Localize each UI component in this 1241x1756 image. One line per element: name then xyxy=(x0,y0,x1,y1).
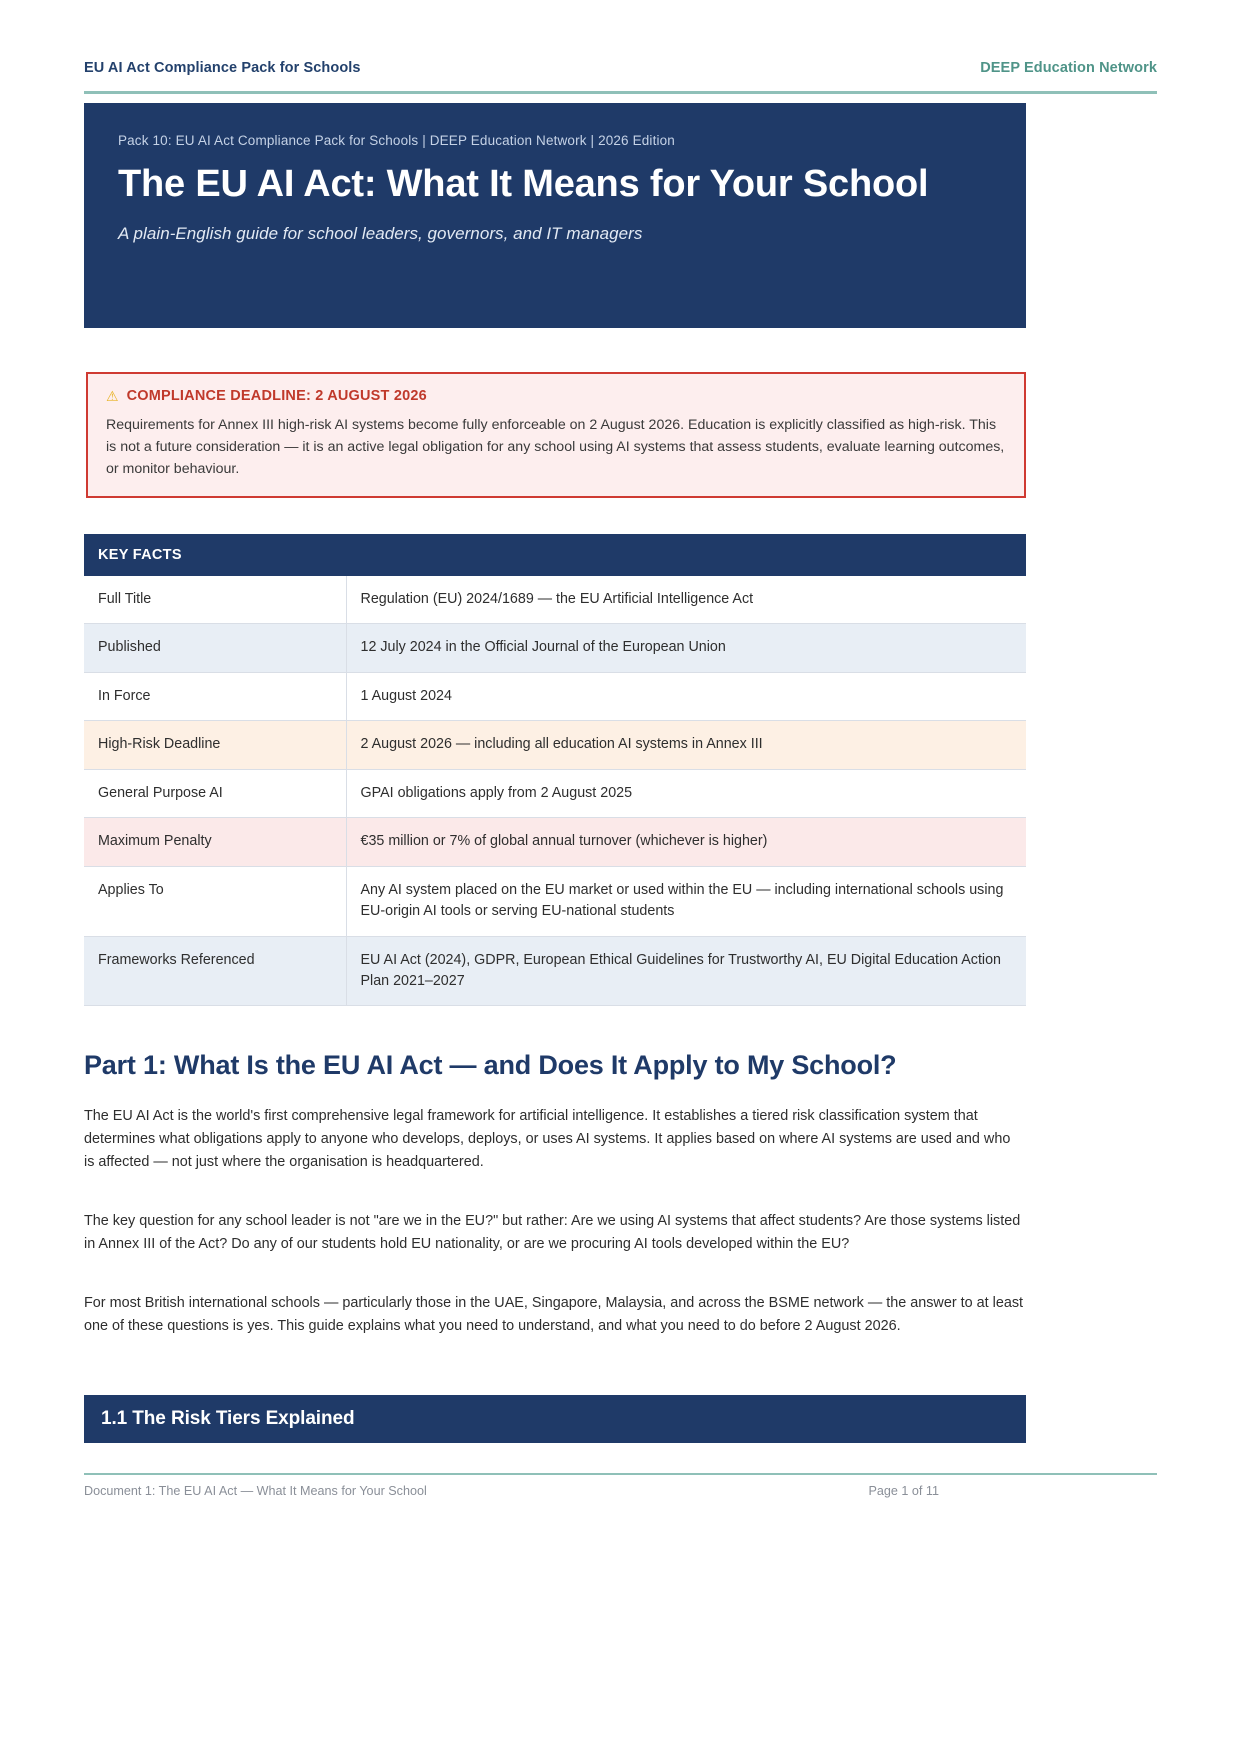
row-value: 2 August 2026 — including all education AI systems in Annex III xyxy=(346,721,1026,769)
table-row xyxy=(84,769,1026,817)
row-value: 12 July 2024 in the Official Journal of the European Union xyxy=(346,624,1026,672)
row-label: General Purpose AI xyxy=(84,769,346,817)
table-row xyxy=(84,936,1026,1006)
footer-divider xyxy=(84,1473,1157,1475)
table-row xyxy=(84,672,1026,720)
alert-body-text: Requirements for Annex III high-risk AI systems become fully enforceable on 2 August 2026. Education is explicitly classified as high-risk. This is not a future consideration — it is an active legal obligation for any school using AI systems that assess students, evaluate learning outcomes, or monitor behaviour. xyxy=(106,417,1005,477)
alert-title: COMPLIANCE DEADLINE: 2 AUGUST 2026 xyxy=(126,388,427,404)
row-value: EU AI Act (2024), GDPR, European Ethical Guidelines for Trustworthy AI, EU Digital Education Action Plan 2021–2027 xyxy=(346,936,1026,1006)
running-header xyxy=(84,60,1157,76)
row-value: Regulation (EU) 2024/1689 — the EU Artificial Intelligence Act xyxy=(346,576,1026,624)
row-label: High-Risk Deadline xyxy=(84,721,346,769)
key-facts-header-value xyxy=(346,534,1026,576)
row-label: Full Title xyxy=(84,576,346,624)
body-paragraph-1: The EU AI Act is the world's first comprehensive legal framework for artificial intelligence. It establishes a tiered risk classification system that determines what obligations apply to anyone who develops, deploys, or uses AI systems. It applies based on where AI systems are used and who is affected — not just where the organisation is headquartered. xyxy=(84,1108,1011,1171)
running-header-organisation: DEEP Education Network xyxy=(980,60,1157,76)
page-title: The EU AI Act: What It Means for Your School xyxy=(118,163,929,205)
row-label: Applies To xyxy=(84,866,346,936)
table-row xyxy=(84,721,1026,769)
key-facts-table xyxy=(84,534,1026,1006)
banner-kicker: Pack 10: EU AI Act Compliance Pack for Schools | DEEP Education Network | 2026 Edition xyxy=(118,133,675,148)
compliance-deadline-callout xyxy=(86,372,1026,498)
page-footer xyxy=(84,1484,1157,1498)
title-banner xyxy=(84,103,1026,328)
part-1-heading: Part 1: What Is the EU AI Act — and Does It Apply to My School? xyxy=(84,1050,897,1080)
subsection-title: 1.1 The Risk Tiers Explained xyxy=(101,1408,355,1429)
body-paragraph-2: The key question for any school leader is not "are we in the EU?" but rather: Are we using AI systems that affect students? Are those systems listed in Annex III of the Act? Do any of our students hold EU nationality, or are we procuring AI tools developed within the EU? xyxy=(84,1213,1021,1253)
warning-triangle-icon: ⚠ xyxy=(106,388,119,404)
row-label: Published xyxy=(84,624,346,672)
body-paragraph-3: For most British international schools — particularly those in the UAE, Singapore, Malaysia, and across the BSME network — the answer to at least one of these questions is yes. This guide explains what you need to understand, and what you need to do before 2 August 2026. xyxy=(84,1295,1024,1335)
running-header-divider xyxy=(84,91,1157,94)
key-facts-table-body xyxy=(84,576,1026,1006)
table-row xyxy=(84,576,1026,624)
row-label: Maximum Penalty xyxy=(84,818,346,866)
alert-header-row xyxy=(106,388,1006,404)
table-row xyxy=(84,624,1026,672)
subsection-1-1-bar xyxy=(84,1395,1026,1443)
row-value: GPAI obligations apply from 2 August 2025 xyxy=(346,769,1026,817)
key-facts-header-label: KEY FACTS xyxy=(84,534,346,576)
footer-page-number: Page 1 of 11 xyxy=(868,1484,939,1498)
row-value: Any AI system placed on the EU market or used within the EU — including international schools using EU-origin AI tools or serving EU-national students xyxy=(346,866,1026,936)
footer-document-label: Document 1: The EU AI Act — What It Means for Your School xyxy=(84,1484,427,1498)
row-label: Frameworks Referenced xyxy=(84,936,346,1006)
row-value: €35 million or 7% of global annual turnover (whichever is higher) xyxy=(346,818,1026,866)
table-row xyxy=(84,818,1026,866)
row-value: 1 August 2024 xyxy=(346,672,1026,720)
table-header-row xyxy=(84,534,1026,576)
key-facts-table-head xyxy=(84,534,1026,576)
banner-subtitle: A plain-English guide for school leaders, governors, and IT managers xyxy=(118,223,643,243)
running-header-left-title: EU AI Act Compliance Pack for Schools xyxy=(84,60,361,76)
row-label: In Force xyxy=(84,672,346,720)
table-row xyxy=(84,866,1026,936)
